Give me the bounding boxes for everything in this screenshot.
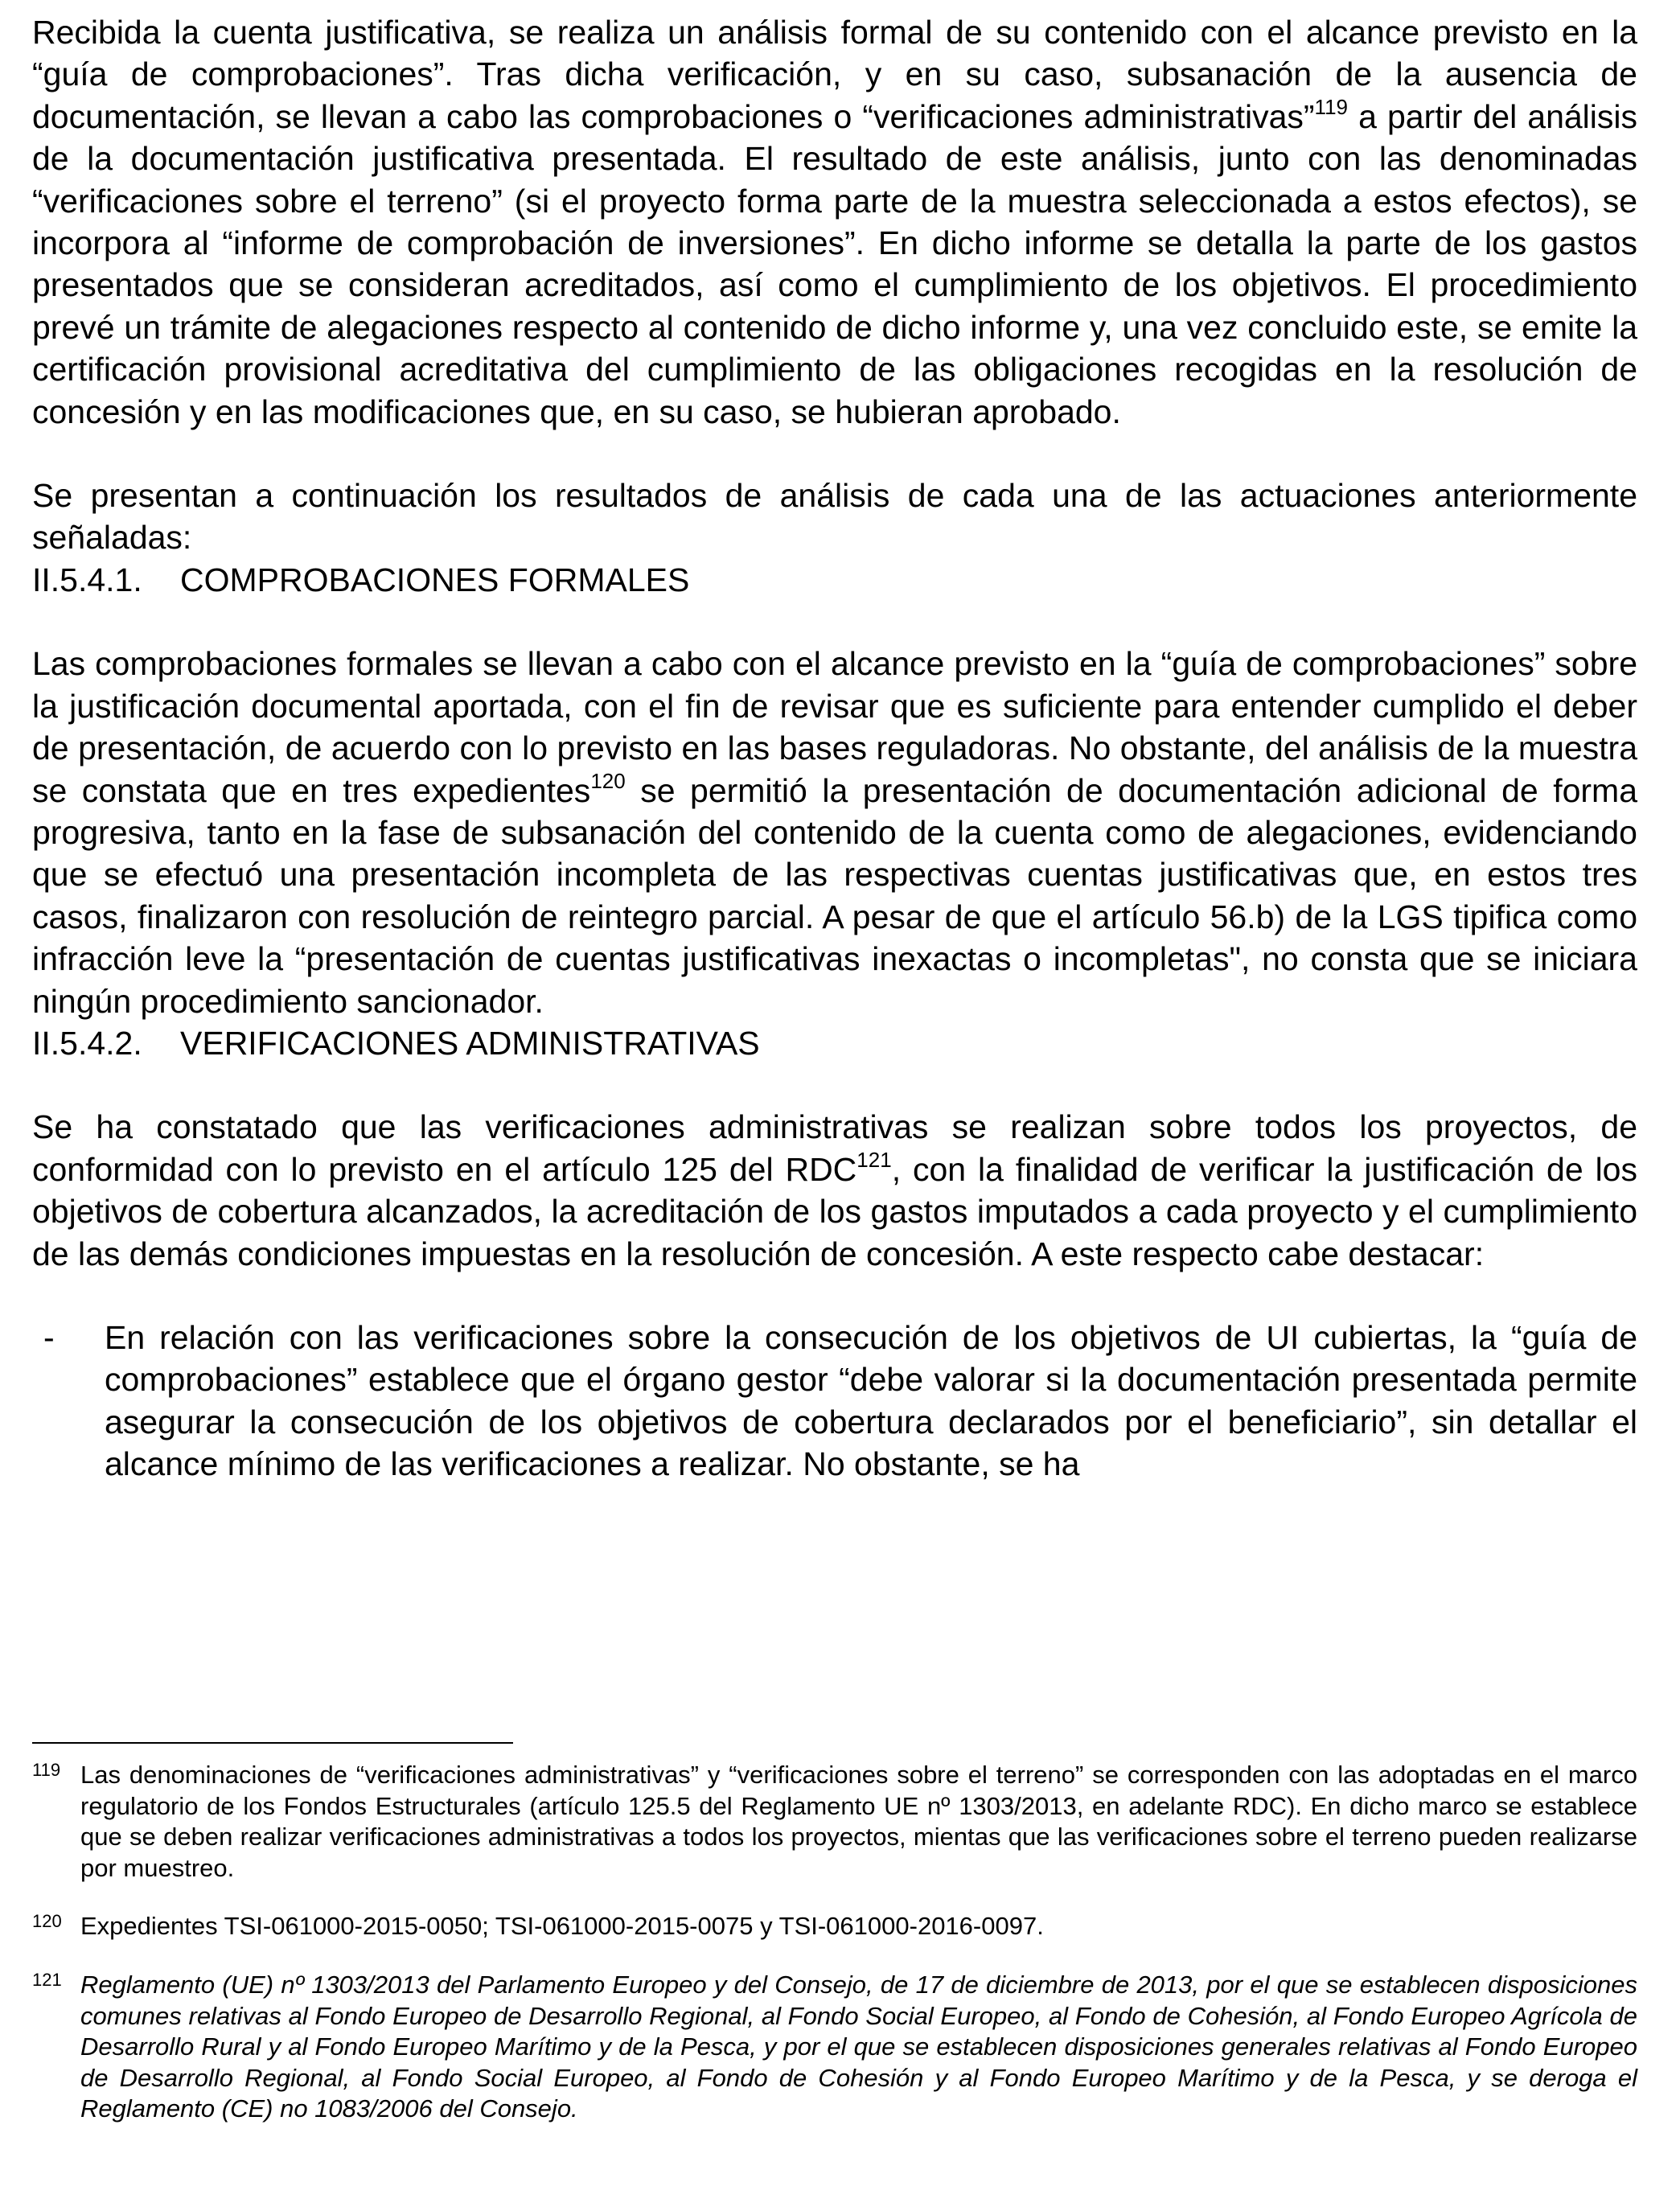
footnote-121	[32, 1970, 1637, 2125]
paragraph-verificaciones-administrativas	[32, 1106, 1637, 1275]
footnote-ref-119[interactable]: 119	[1314, 94, 1348, 119]
section-title: VERIFICACIONES ADMINISTRATIVAS	[180, 1024, 760, 1062]
footnote-number: 119	[32, 1760, 61, 1780]
section-heading-comprobaciones-formales	[32, 559, 1637, 601]
footnote-ref-121[interactable]: 121	[856, 1147, 892, 1172]
paragraph-text: a partir del análisis de la documentación justificativa presentada. El resultado de este análisis, junto con las denominadas “verificaciones sobre el terreno” (si el proyecto forma parte de la muestra seleccionada a estos efectos), se incorpora al “informe de comprobación de inversiones”. En dicho informe se detalla la parte de los gastos presentados que se consideran acreditados, así como el cumplimiento de los objetivos. El procedimiento prevé un trámite de alegaciones respecto al contenido de dicho informe y, una vez concluido este, se emite la certificación provisional acreditativa del cumplimiento de las obligaciones recogidas en la resolución de concesión y en las modificaciones que, en su caso, se hubieran aprobado.	[32, 97, 1638, 430]
document-body	[32, 11, 1637, 1486]
section-number: II.5.4.2.	[32, 1024, 142, 1062]
footnote-text: Expedientes TSI-061000-2015-0050; TSI-061000-2015-0075 y TSI-061000-2016-0097.	[80, 1912, 1044, 1941]
footnote-120	[32, 1911, 1637, 1942]
footnote-text: Las denominaciones de “verificaciones administrativas” y “verificaciones sobre el terreno” se corresponden con las adoptadas en el marco regulatorio de los Fondos Estructurales (artículo 125.5 del Reglamento UE nº 1303/2013, en adelante RDC). En dicho marco se establece que se deben realizar verificaciones administrativas a todos los proyectos, mientas que las verificaciones sobre el terreno pueden realizarse por muestreo.	[80, 1761, 1637, 1882]
paragraph-text: se permitió la presentación de documentación adicional de forma progresiva, tanto en la fase de subsanación del contenido de la cuenta como de alegaciones, evidenciando que se efectuó una presentación incompleta de las respectivas cuentas justificativas que, en estos tres casos, finalizaron con resolución de reintegro parcial. A pesar de que el artículo 56.b) de la LGS tipifica como infracción leve la “presentación de cuentas justificativas inexactas o incompletas", no consta que se iniciara ningún procedimiento sancionador.	[32, 771, 1637, 1020]
footnote-number: 120	[32, 1911, 62, 1932]
section-title: COMPROBACIONES FORMALES	[180, 561, 690, 598]
footnotes	[32, 1760, 1637, 2125]
paragraph-text: Las comprobaciones formales se llevan a cabo con el alcance previsto en la “guía de comprobaciones” sobre la justificación documental aportada, con el fin de revisar que es suficiente para entender cumplido el deber de presentación, de acuerdo con lo previsto en las bases reguladoras. No obstante, del análisis de la muestra se constata que en tres expedientes	[32, 645, 1637, 809]
bullet-dash: -	[43, 1318, 55, 1356]
footnote-ref-120[interactable]: 120	[590, 768, 626, 793]
footnote-119	[32, 1760, 1637, 1884]
footnote-number: 121	[32, 1969, 62, 1990]
list-item-text: En relación con las verificaciones sobre la consecución de los objetivos de UI cubiertas, la “guía de comprobaciones” establece que el órgano gestor “debe valorar si la documentación presentada permite asegurar la consecución de los objetivos de cobertura declarados por el beneficiario”, sin detallar el alcance mínimo de las verificaciones a realizar. No obstante, se ha	[105, 1318, 1637, 1483]
footnote-text: Reglamento (UE) nº 1303/2013 del Parlamento Europeo y del Consejo, de 17 de diciembre de 2013, por el que se establecen disposiciones comunes relativas al Fondo Europeo de Desarrollo Regional, al Fondo Social Europeo, al Fondo de Cohesión, al Fondo Europeo Agrícola de Desarrollo Rural y al Fondo Europeo Marítimo y de la Pesca, y por el que se establecen disposiciones generales relativas al Fondo Europeo de Desarrollo Regional, al Fondo Social Europeo, al Fondo de Cohesión y al Fondo Europeo Marítimo y de la Pesca, y se deroga el Reglamento (CE) no 1083/2006 del Consejo.	[80, 1970, 1637, 2123]
paragraph-comprobaciones-formales	[32, 643, 1637, 1022]
list-item	[32, 1317, 1637, 1486]
paragraph-text: Recibida la cuenta justificativa, se realiza un análisis formal de su contenido con el alcance previsto en la “guía de comprobaciones”. Tras dicha verificación, y en su caso, subsanación de la ausencia de documentación, se llevan a cabo las comprobaciones o “verificaciones administrativas”	[32, 14, 1637, 135]
section-heading-verificaciones-administrativas	[32, 1022, 1637, 1064]
paragraph-resultados-intro: Se presentan a continuación los resultados de análisis de cada una de las actuaciones anteriormente señaladas:	[32, 477, 1637, 557]
paragraph-text: , con la finalidad de verificar la justificación de los objetivos de cobertura alcanzados, la acreditación de los gastos imputados a cada proyecto y el cumplimiento de las demás condiciones impuestas en la resolución de concesión. A este respecto cabe destacar:	[32, 1150, 1637, 1272]
footnote-separator	[32, 1742, 513, 1744]
paragraph-cuenta-justificativa	[32, 11, 1637, 433]
section-number: II.5.4.1.	[32, 561, 142, 598]
paragraph-text: Se ha constatado que las verificaciones administrativas se realizan sobre todos los proyectos, de conformidad con lo previsto en el artículo 125 del RDC	[32, 1108, 1637, 1188]
